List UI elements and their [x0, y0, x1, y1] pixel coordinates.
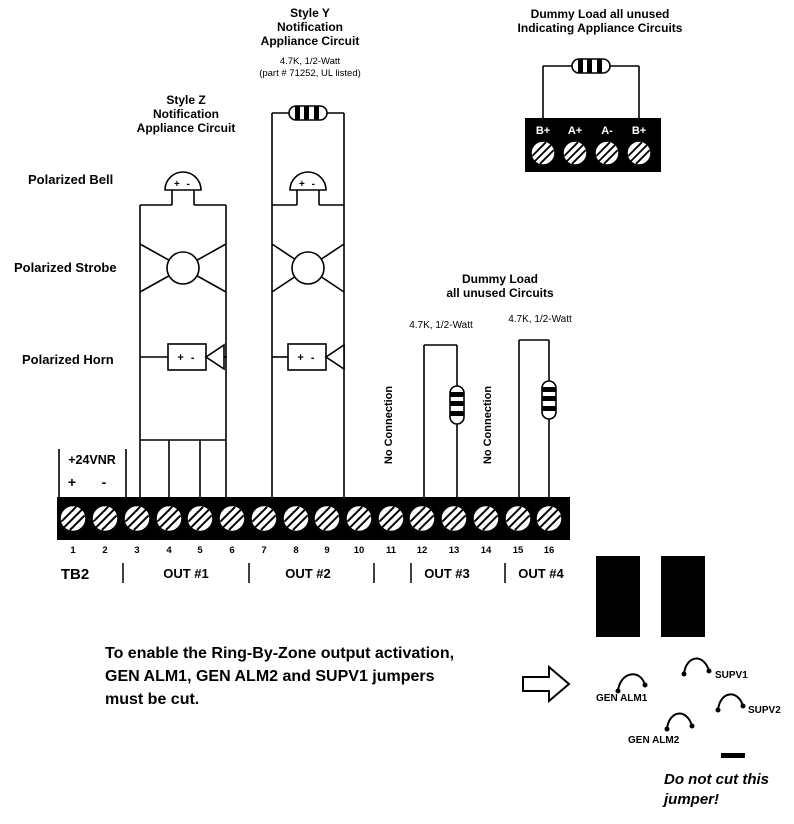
no-connection-label-11: No Connection	[383, 385, 395, 465]
screw-terminal	[536, 506, 562, 532]
screw-terminal	[124, 506, 150, 532]
terminal-number-13: 13	[448, 545, 460, 556]
screw-terminal	[627, 141, 651, 165]
style-z-circuit	[140, 172, 227, 497]
style-y-title-line3: Appliance Circuit	[260, 34, 360, 48]
screw-terminal	[346, 506, 372, 532]
screw-terminal	[219, 506, 245, 532]
component-block-left	[596, 556, 640, 637]
label-polarized-bell: Polarized Bell	[28, 172, 114, 187]
screw-terminal	[156, 506, 182, 532]
style-z-title-line2: Notification	[153, 107, 219, 121]
right-arrow-icon	[523, 667, 569, 701]
resistor-symbol	[450, 386, 464, 424]
terminal-number-8: 8	[293, 545, 299, 556]
screw-terminal	[187, 506, 213, 532]
style-y-wires	[272, 113, 344, 497]
terminal-number-7: 7	[261, 545, 267, 556]
style-z-title-line3: Appliance Circuit	[136, 121, 236, 135]
resistor-symbol	[289, 106, 327, 120]
tb2-output-labels	[61, 563, 565, 583]
terminal-number-11: 11	[385, 545, 397, 556]
style-y-resistor-note-1: 4.7K, 1/2-Watt	[279, 56, 341, 67]
indicating-terminal-label-4: B+	[631, 125, 647, 137]
tb2-terminal-strip	[57, 497, 570, 540]
terminal-number-15: 15	[512, 545, 524, 556]
dummy-load-circuits-title	[446, 272, 554, 300]
screw-terminal	[441, 506, 467, 532]
terminal-number-3: 3	[134, 545, 140, 556]
jumpers-diagram	[596, 659, 781, 808]
terminal-number-14: 14	[480, 545, 492, 556]
style-z-title	[137, 93, 236, 135]
dummy-circuits-title-line2: all unused Circuits	[446, 286, 554, 300]
style-y-title	[259, 6, 361, 79]
ring-by-zone-note	[105, 645, 454, 708]
screw-terminal	[505, 506, 531, 532]
resistor-symbol	[572, 59, 610, 73]
terminal-number-2: 2	[102, 545, 108, 556]
screw-terminal	[531, 141, 555, 165]
horn-polarity-z: + -	[177, 352, 197, 364]
screw-terminal	[409, 506, 435, 532]
style-y-title-line1: Style Y	[290, 6, 330, 20]
warning-line-1: Do not cut this	[664, 771, 769, 788]
left-device-labels	[14, 172, 117, 367]
terminal-number-1: 1	[70, 545, 76, 556]
dummy-load-out4	[508, 314, 572, 497]
dummy-load-indicating-title	[518, 7, 683, 35]
dummy-circuits-title-line1: Dummy Load	[461, 272, 539, 286]
out4-label: OUT #4	[518, 566, 564, 581]
component-block-right	[661, 556, 705, 637]
note-line-2: GEN ALM1, GEN ALM2 and SUPV1 jumpers	[105, 668, 435, 685]
warning-line-2: jumper!	[664, 791, 720, 808]
bell-polarity-y: + -	[299, 179, 317, 190]
terminal-number-9: 9	[324, 545, 330, 556]
screw-terminal	[473, 506, 499, 532]
no-connection-label-14: No Connection	[482, 385, 494, 465]
indicating-terminal-label-3: A-	[601, 125, 613, 137]
power-minus: -	[101, 474, 107, 490]
jumper-label-gen-alm1: GEN ALM1	[596, 693, 648, 704]
screw-terminal	[563, 141, 587, 165]
power-label: +24VNR	[68, 453, 116, 467]
style-z-title-line1: Style Z	[166, 93, 206, 107]
screw-terminal	[60, 506, 86, 532]
indicating-dummy-load	[525, 59, 661, 172]
note-line-3: must be cut.	[105, 691, 200, 708]
screw-terminal	[595, 141, 619, 165]
screw-terminal	[283, 506, 309, 532]
out1-label: OUT #1	[163, 566, 209, 581]
resistor-label-out4: 4.7K, 1/2-Watt	[508, 314, 572, 325]
jumper-supv2	[716, 694, 782, 716]
tb2-label: TB2	[60, 566, 90, 583]
dummy-load-out3	[409, 320, 473, 497]
jumper-label-supv1: SUPV1	[715, 670, 748, 681]
out3-label: OUT #3	[424, 566, 470, 581]
label-polarized-strobe: Polarized Strobe	[14, 260, 117, 275]
power-plus: +	[67, 474, 77, 490]
dummy-indicating-title-line1: Dummy Load all unused	[530, 7, 670, 21]
terminal-number-5: 5	[197, 545, 203, 556]
out2-label: OUT #2	[285, 566, 331, 581]
uncut-jumper-bar	[721, 753, 745, 758]
jumper-label-gen-alm2: GEN ALM2	[628, 735, 680, 746]
jumper-label-supv2: SUPV2	[748, 705, 781, 716]
power-input	[59, 449, 126, 497]
jumper-gen-alm2	[628, 714, 695, 746]
jumper-gen-alm1	[596, 674, 648, 704]
bell-polarity-z: + -	[174, 179, 192, 190]
dummy-indicating-title-line2: Indicating Appliance Circuits	[517, 21, 683, 35]
style-y-circuit	[272, 106, 344, 497]
strobe-symbol	[292, 252, 324, 284]
screw-terminal	[378, 506, 404, 532]
style-y-resistor-note-2: (part # 71252, UL listed)	[259, 68, 361, 79]
indicating-terminal-label-2: A+	[567, 125, 583, 137]
screw-terminal	[92, 506, 118, 532]
strobe-symbol	[167, 252, 199, 284]
resistor-label-out3: 4.7K, 1/2-Watt	[409, 320, 473, 331]
horn-polarity-y: + -	[297, 352, 317, 364]
indicating-terminal-label-1: B+	[535, 125, 551, 137]
terminal-numbers	[70, 545, 554, 556]
screw-terminal	[314, 506, 340, 532]
screw-terminal	[251, 506, 277, 532]
terminal-number-10: 10	[353, 545, 365, 556]
resistor-symbol	[542, 381, 556, 419]
label-polarized-horn: Polarized Horn	[22, 352, 114, 367]
note-line-1: To enable the Ring-By-Zone output activation,	[105, 645, 455, 662]
jumper-supv1	[682, 659, 749, 681]
terminal-number-6: 6	[229, 545, 235, 556]
terminal-number-4: 4	[166, 545, 172, 556]
terminal-number-12: 12	[416, 545, 428, 556]
terminal-number-16: 16	[543, 545, 555, 556]
style-y-title-line2: Notification	[277, 20, 343, 34]
